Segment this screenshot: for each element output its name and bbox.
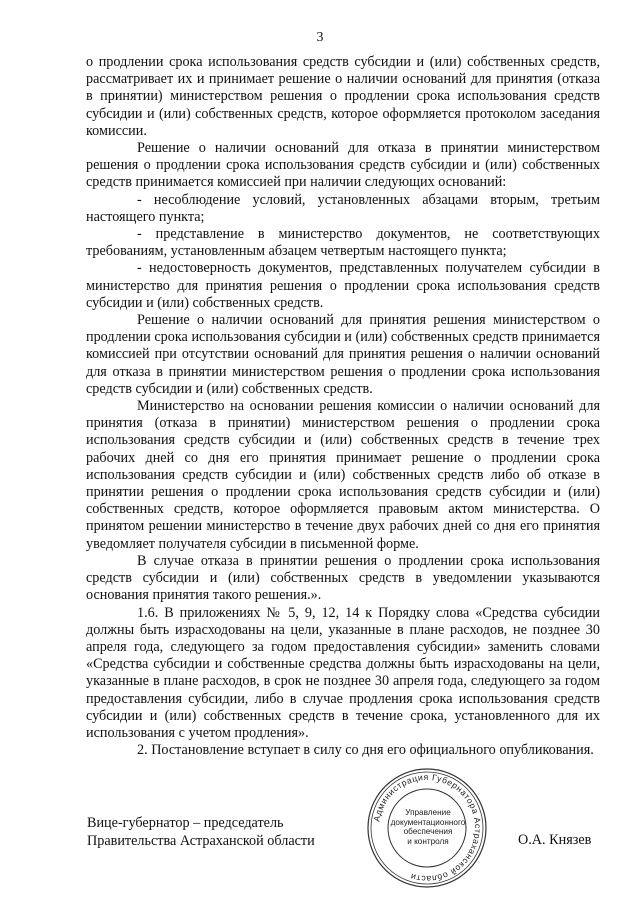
paragraph-8: В случае отказа в принятии решения о продлении срока использования средств субсидии и (или) собственных средств в уведомлении указываются основания принятия такого решения.». — [86, 552, 600, 604]
stamp-inner-line: обеспечения — [403, 827, 453, 837]
document-body — [86, 54, 600, 759]
paragraph-9: 1.6. В приложениях № 5, 9, 12, 14 к Порядку слова «Средства субсидии должны быть израсходованы на цели, указанные в плане расходов, не позднее 30 апреля года, следующего за годом предоставления субсидии» заменить словами «Средства субсидии и собственные средства должны быть израсходованы на цели, указанные в плане расходов, в срок не позднее 30 апреля года, следующего за годом предоставления субсидии, либо в случае продления срока использования средств субсидии и (или) собственных средств в течение срока, установленного для их использования с учетом продления». — [86, 604, 600, 741]
page-number: 3 — [316, 30, 324, 45]
official-stamp — [365, 766, 489, 890]
paragraph-4: - представление в министерство документов, не соответствующих требованиям, установленным абзацем четвертым настоящего пункта; — [86, 226, 600, 260]
stamp-inner-line: документационного — [390, 817, 466, 827]
signer-title-line-2: Правительства Астраханской области — [87, 833, 315, 849]
paragraph-1: о продлении срока использования средств субсидии и (или) собственных средств, рассматривает их и принимает решение о наличии оснований для принятия (отказа в принятии) министерством решения о продлении срока использования средств субсидии и (или) собственных средств, которое оформляется протоколом заседания комиссии. — [86, 54, 600, 139]
signer-name: О.А. Князев — [518, 832, 592, 848]
paragraph-2: Решение о наличии оснований для отказа в принятии министерством решения о продлении срока использования средств субсидии и (или) собственных средств принимается комиссией при наличии следующих оснований: — [86, 140, 600, 191]
stamp-ring-text: Администрация Губернатора Астраханской области — [371, 771, 484, 885]
stamp-inner-line: и контроля — [407, 836, 449, 846]
stamp-inner-text — [389, 808, 467, 846]
paragraph-7: Министерство на основании решения комиссии о наличии оснований для принятия (отказа в принятии) министерством решения о продлении срока использования средств субсидии и (или) собственных средств в течение трех рабочих дней со дня его принятия принимает решение о продлении срока использования средств субсидии и (или) собственных средств либо об отказе в принятии решения о продлении срока использования средств субсидии и (или) собственных средств, которое оформляется правовым актом министерства. О принятом решении министерство в течение двух рабочих дней со дня его принятия уведомляет получателя субсидии в письменной форме. — [86, 398, 600, 552]
signer-title-line-1: Вице-губернатор – председатель — [87, 815, 284, 831]
signature-block — [87, 814, 347, 850]
paragraph-6: Решение о наличии оснований для принятия решения министерством о продлении срока использования субсидии и (или) собственных средств принимается комиссией при отсутствии оснований для принятия решения о наличии оснований для отказа в принятии министерством решения о продлении срока использования средств субсидии и (или) собственных средств. — [86, 312, 600, 397]
paragraph-5: - недостоверность документов, представленных получателем субсидии в министерство для принятия решения о продлении срока использования средств субсидии и (или) собственных средств. — [86, 260, 600, 311]
paragraph-3: - несоблюдение условий, установленных абзацами вторым, третьим настоящего пункта; — [86, 191, 600, 225]
paragraph-10: 2. Постановление вступает в силу со дня его официального опубликования. — [137, 742, 594, 759]
stamp-inner-line: Управление — [405, 808, 451, 817]
